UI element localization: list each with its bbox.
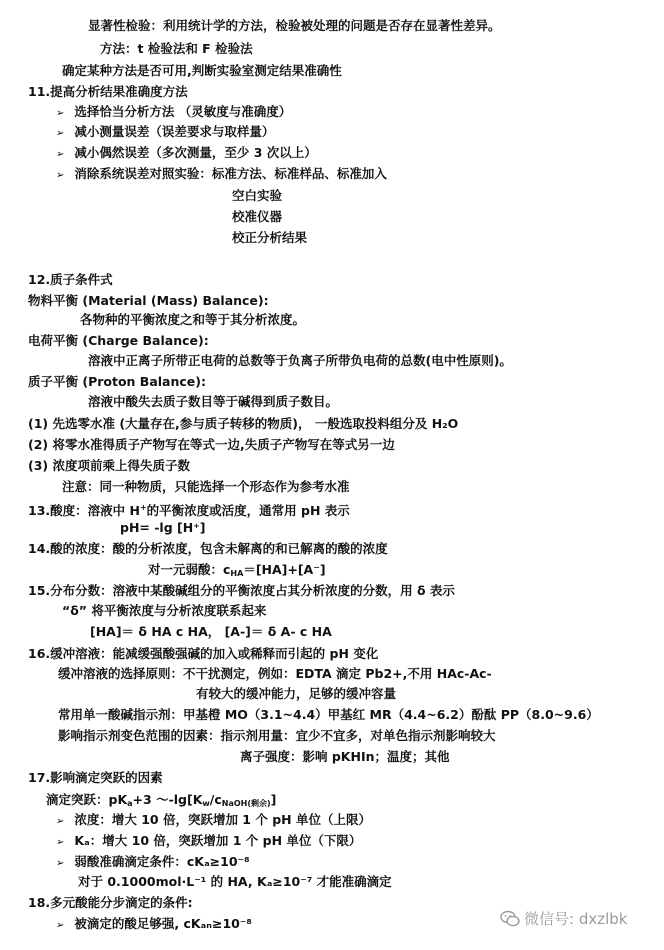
indicator-factors: 影响指示剂变色范围的因素：指示剂用量：宜少不宜多，对单色指示剂影响较大 [58,728,496,743]
arrow-bullet-icon: ➢ [56,837,65,848]
list-item: ➢ 浓度：增大 10 倍，突跃增加 1 个 pH 单位（上限） [56,812,371,830]
proton-balance-desc: 溶液中酸失去质子数目等于碱得到质子数目。 [88,394,339,409]
section-14-title: 14.酸的浓度：酸的分析浓度，包含未解离的和已解离的酸的浓度 [28,541,388,556]
list-item: 空白实验 [232,188,283,203]
wechat-watermark: 微信号: dxzlbk [500,908,627,929]
proton-note: 注意：同一种物质，只能选择一个形态作为参考水准 [62,479,350,494]
arrow-bullet-icon: ➢ [56,149,65,160]
list-item: ➢ 减小偶然误差（多次测量，至少 3 次以上） [56,145,317,163]
material-balance-desc: 各物种的平衡浓度之和等于其分析浓度。 [80,312,306,327]
section-15-title: 15.分布分数：溶液中某酸碱组分的平衡浓度占其分析浓度的分数，用 δ 表示 [28,583,455,598]
list-item: ➢ 弱酸准确滴定条件：cKₐ≥10⁻⁸ [56,854,250,872]
sig-test-method: 方法：t 检验法和 F 检验法 [100,41,253,56]
concentration-note: 对于 0.1000mol·L⁻¹ 的 HA, Kₐ≥10⁻⁷ 才能准确滴定 [78,874,392,889]
arrow-bullet-icon: ➢ [56,128,65,139]
section-13-title: 13.酸度：溶液中 H+的平衡浓度或活度，通常用 pH 表示 [28,503,350,518]
arrow-bullet-icon: ➢ [56,108,65,119]
list-item: 校正分析结果 [232,230,308,245]
delta-description: “δ” 将平衡浓度与分析浓度联系起来 [62,603,267,618]
section-11-title: 11.提高分析结果准确度方法 [28,84,188,99]
list-item: 校准仪器 [232,209,283,224]
list-item: ➢ 减小测量误差（误差要求与取样量） [56,124,274,142]
section-17-title: 17.影响滴定突跃的因素 [28,770,163,785]
arrow-bullet-icon: ➢ [56,816,65,827]
buffer-principle: 缓冲溶液的选择原则：不干扰测定，例如：EDTA 滴定 Pb2+,不用 HAc-Ac- [58,666,492,681]
wechat-icon [500,910,520,928]
sig-test-purpose: 确定某种方法是否可用,判断实验室测定结果准确性 [62,63,342,78]
proton-step-2: (2) 将零水准得质子产物写在等式一边,失质子产物写在等式另一边 [28,437,395,452]
section-16-title: 16.缓冲溶液：能减缓强酸强碱的加入或稀释而引起的 pH 变化 [28,646,379,661]
arrow-bullet-icon: ➢ [56,170,65,181]
sig-test-definition: 显著性检验：利用统计学的方法，检验被处理的问题是否存在显著性差异。 [88,18,501,33]
section-12-title: 12.质子条件式 [28,272,113,287]
weak-acid-formula: 对一元弱酸：$c_{HA}=[HA]+[A^-]$ [148,562,326,578]
list-item: ➢ 选择恰当分析方法 （灵敏度与准确度） [56,104,291,122]
arrow-bullet-icon: ➢ [56,858,65,869]
arrow-bullet-icon: ➢ [56,920,65,931]
proton-step-1: (1) 先选零水准 (大量存在,参与质子转移的物质)， 一般选取投料组分及 H₂O [28,416,459,431]
titration-jump: 滴定突跃：$pK_a+3$ $\sim-\lg[K_w/c_{NaOH(剩余)}]$ [46,792,277,808]
proton-step-3: (3) 浓度项前乘上得失质子数 [28,458,190,473]
proton-balance-label: 质子平衡 (Proton Balance): [28,374,206,389]
charge-balance-desc: 溶液中正离子所带正电荷的总数等于负离子所带负电荷的总数(电中性原则)。 [88,353,512,368]
material-balance-label: 物料平衡 (Material (Mass) Balance): [28,293,269,308]
common-indicators: 常用单一酸碱指示剂：甲基橙 MO（3.1~4.4）甲基红 MR（4.4~6.2）酚酞 PP（8.0~9.6） [58,707,599,722]
charge-balance-label: 电荷平衡 (Charge Balance): [28,333,209,348]
section-18-title: 18.多元酸能分步滴定的条件: [28,895,193,910]
list-item: ➢ 被滴定的酸足够强, cKₐₙ≥10⁻⁸ [56,916,252,934]
ph-formula: pH= -lg [H⁺] [120,520,206,535]
buffer-capacity: 有较大的缓冲能力，足够的缓冲容量 [196,686,397,701]
list-item: ➢ 消除系统误差对照实验：标准方法、标准样品、标准加入 [56,166,387,184]
indicator-ionic: 离子强度：影响 pKHIn；温度；其他 [240,749,450,764]
list-item: ➢ Kₐ：增大 10 倍，突跃增加 1 个 pH 单位（下限） [56,833,361,851]
delta-formula: [HA]＝ δ HA c HA， [A-]＝ δ A- c HA [90,624,332,639]
